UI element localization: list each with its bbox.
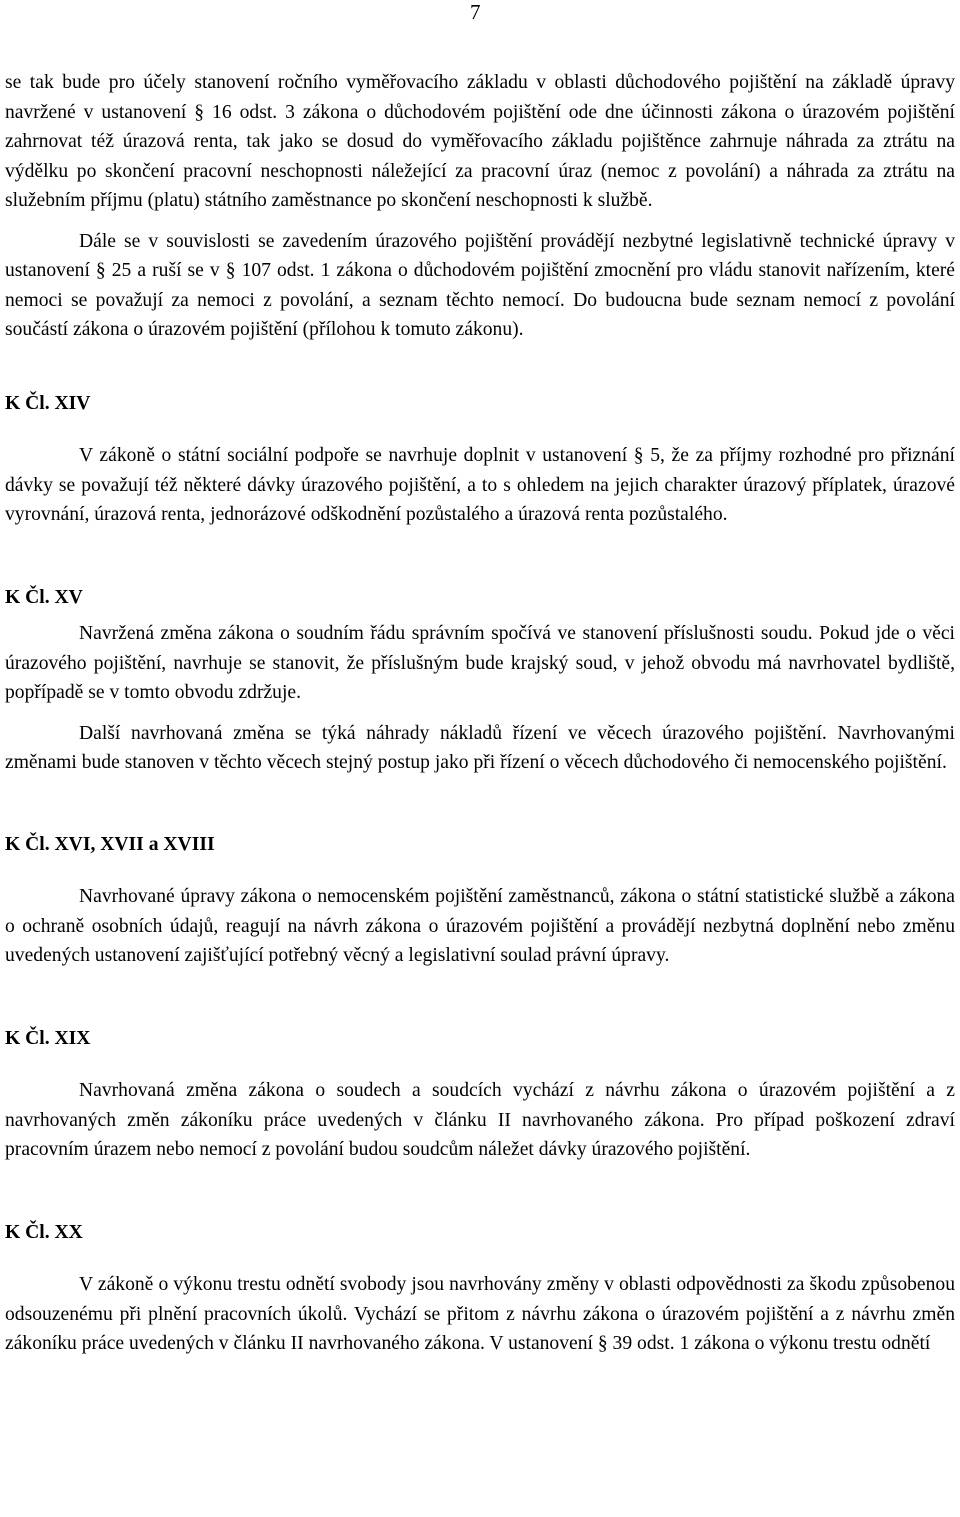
section-paragraph: V zákoně o výkonu trestu odnětí svobody jsou navrhovány změny v oblasti odpovědnosti za škodu způsobenou odsouzenému při plnění pracovních úkolů. Vychází se přitom z návrhu zákona o úrazovém pojištění a z návrhu změn zákoníku práce uvedených v článku II navrhovaného zákona. V ustanovení § 39 odst. 1 zákona o výkonu trestu odnětí <box>5 1274 955 1354</box>
section-heading: K Čl. XIX <box>5 1027 91 1049</box>
section-heading: K Čl. XX <box>5 1221 83 1243</box>
section-paragraph: Navrhované úpravy zákona o nemocenském pojištění zaměstnanců, zákona o státní statistické službě a zákona o ochraně osobních údajů, reagují na návrh zákona o úrazovém pojištění a provádějí nezbytná doplnění nebo změnu uvedených ustanovení zajišťující potřebný věcný a legislativní soulad právní úpravy. <box>5 886 955 966</box>
section-cl-xix <box>5 1024 955 1165</box>
section-cl-xv <box>5 583 955 778</box>
section-heading: K Čl. XVI, XVII a XVIII <box>5 833 215 855</box>
intro-paragraph-2: Dále se v souvislosti se zavedením úrazového pojištění provádějí nezbytné legislativně technické úpravy v ustanovení § 25 a ruší se v § 107 odst. 1 zákona o důchodovém pojištění zmocnění pro vládu stanovit nařízením, které nemoci se považují za nemoci z povolání, a seznam těchto nemocí. Do budoucna bude seznam nemocí z povolání součástí zákona o úrazovém pojištění (přílohou k tomuto zákonu). <box>5 230 955 340</box>
section-cl-xx <box>5 1218 955 1359</box>
section-cl-xvi-xvii-xviii <box>5 830 955 971</box>
section-paragraph: Další navrhovaná změna se týká náhrady nákladů řízení ve věcech úrazového pojištění. Navrhovanými změnami bude stanoven v těchto věcech stejný postup jako při řízení o věcech důchodového či nemocenského pojištění. <box>5 722 955 773</box>
section-heading: K Čl. XIV <box>5 392 91 414</box>
intro-paragraph-1: se tak bude pro účely stanovení ročního vyměřovacího základu v oblasti důchodového pojištění na základě úpravy navržené v ustanovení § 16 odst. 3 zákona o důchodovém pojištění ode dne účinnosti zákona o úrazovém pojištění zahrnovat též úrazová renta, tak jako se dosud do vyměřovacího základu pojištěnce zahrnuje náhrada za ztrátu na výdělku po skončení pracovní neschopnosti náležející za pracovní úraz (nemoc z povolání) a náhrada za ztrátu na služebním příjmu (platu) státního zaměstnance po skončení neschopnosti k službě. <box>5 72 955 211</box>
section-paragraph: Navrhovaná změna zákona o soudech a soudcích vychází z návrhu zákona o úrazovém pojištění a z navrhovaných změn zákoníku práce uvedených v článku II navrhovaného zákona. Pro případ poškození zdraví pracovním úrazem nebo nemocí z povolání budou soudcům náležet dávky úrazového pojištění. <box>5 1080 955 1160</box>
section-paragraph: V zákoně o státní sociální podpoře se navrhuje doplnit v ustanovení § 5, že za příjmy rozhodné pro přiznání dávky se považují též některé dávky úrazového pojištění, a to s ohledem na jejich charakter úrazový příplatek, úrazové vyrovnání, úrazová renta, jednorázové odškodnění pozůstalého a úrazová renta pozůstalého. <box>5 445 955 525</box>
document-body <box>5 68 955 1359</box>
page-number: 7 <box>470 0 481 24</box>
section-cl-xiv <box>5 389 955 530</box>
section-heading: K Čl. XV <box>5 586 83 608</box>
section-paragraph: Navržená změna zákona o soudním řádu správním spočívá ve stanovení příslušnosti soudu. Pokud jde o věci úrazového pojištění, navrhuje se stanovit, že příslušným bude krajský soud, v jehož obvodu má navrhovatel bydliště, popřípadě se v tomto obvodu zdržuje. <box>5 623 955 703</box>
